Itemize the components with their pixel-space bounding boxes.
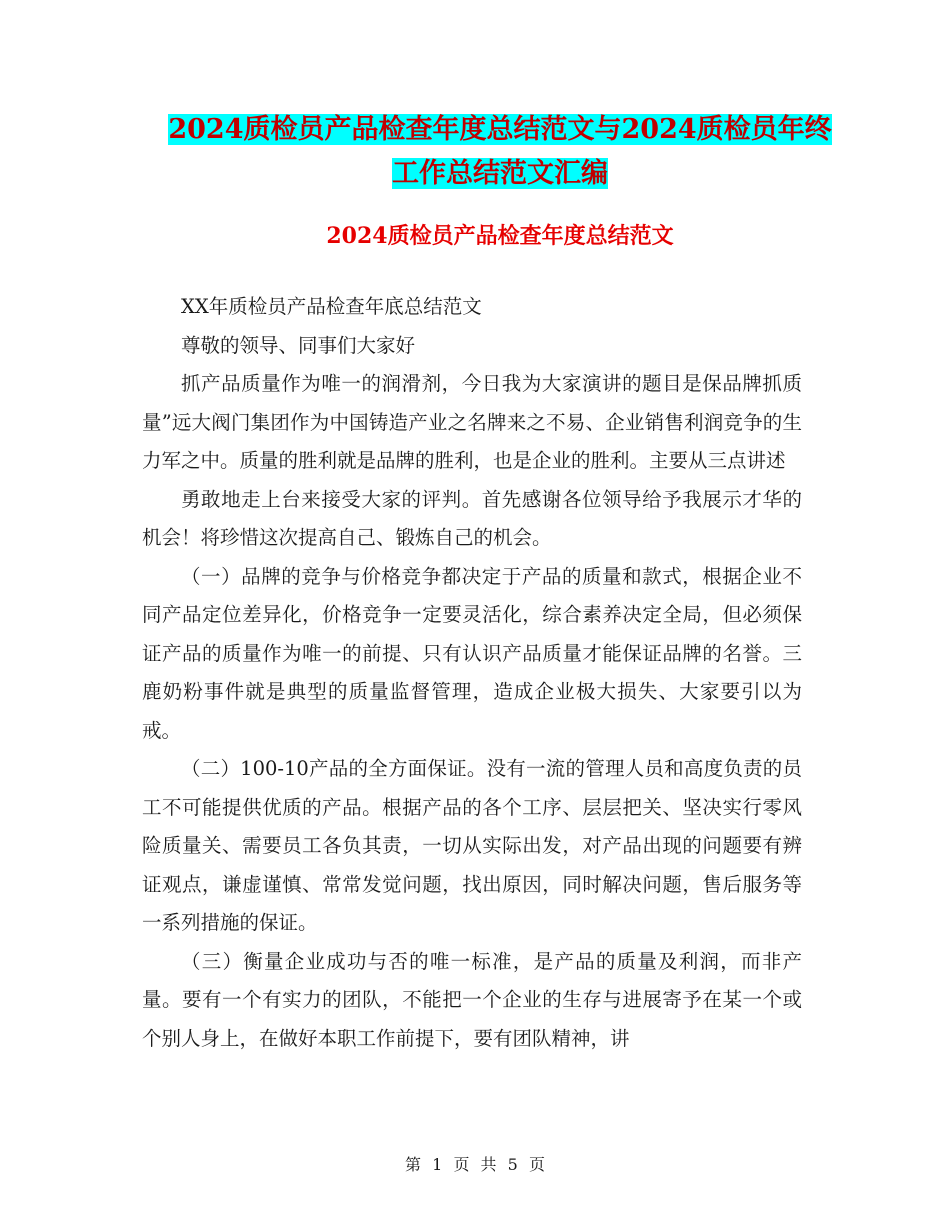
- paragraph: 勇敢地走上台来接受大家的评判。首先感谢各位领导给予我展示才华的机会！将珍惜这次提高自己、锻炼自己的机会。: [142, 487, 802, 549]
- current-page-number: 1: [432, 1155, 443, 1174]
- page-label-prefix: 第: [405, 1155, 422, 1174]
- section-title: 2024质检员产品检查年度总结范文: [326, 223, 674, 249]
- document-body: [142, 288, 802, 1058]
- page-footer: [0, 1152, 950, 1175]
- paragraph: 尊敬的领导、同事们大家好: [181, 333, 416, 357]
- paragraph: 抓产品质量作为唯一的润滑剂，今日我为大家演讲的题目是保品牌抓质量”远大阀门集团作为中国铸造产业之名牌来之不易、企业销售利润竞争的生力军之中。质量的胜利就是品牌的胜利，也是企业的胜利。主要从三点讲述: [142, 372, 802, 472]
- document-title-line-1: 2024质检员产品检查年度总结范文与2024质检员年终: [168, 114, 832, 145]
- total-suffix: 页: [528, 1155, 545, 1174]
- total-prefix: 共: [480, 1155, 497, 1174]
- document-title: [140, 108, 860, 196]
- paragraph: （三）衡量企业成功与否的唯一标准，是产品的质量及利润，而非产量。要有一个有实力的团队，不能把一个企业的生存与进展寄予在某一个或个别人身上，在做好本职工作前提下，要有团队精神，讲: [142, 949, 802, 1050]
- total-pages-number: 5: [507, 1155, 518, 1174]
- page-label-mid: 页: [453, 1155, 470, 1174]
- paragraph: （二）100-10产品的全方面保证。没有一流的管理人员和高度负责的员工不可能提供优质的产品。根据产品的各个工序、层层把关、坚决实行零风险质量关、需要员工各负其责，一切从实际出发，对产品出现的问题要有辨证观点，谦虚谨慎、常常发觉问题，找出原因，同时解决问题，售后服务等一系列措施的保证。: [142, 757, 802, 934]
- paragraph: （一）品牌的竞争与价格竞争都决定于产品的质量和款式，根据企业不同产品定位差异化，价格竞争一定要灵活化，综合素养决定全局，但必须保证产品的质量作为唯一的前提、只有认识产品质量才能保证品牌的名誉。三鹿奶粉事件就是典型的质量监督管理，造成企业极大损失、大家要引以为戒。: [142, 564, 802, 742]
- paragraph: XX年质检员产品检查年底总结范文: [181, 295, 482, 318]
- document-title-line-2: 工作总结范文汇编: [392, 158, 608, 189]
